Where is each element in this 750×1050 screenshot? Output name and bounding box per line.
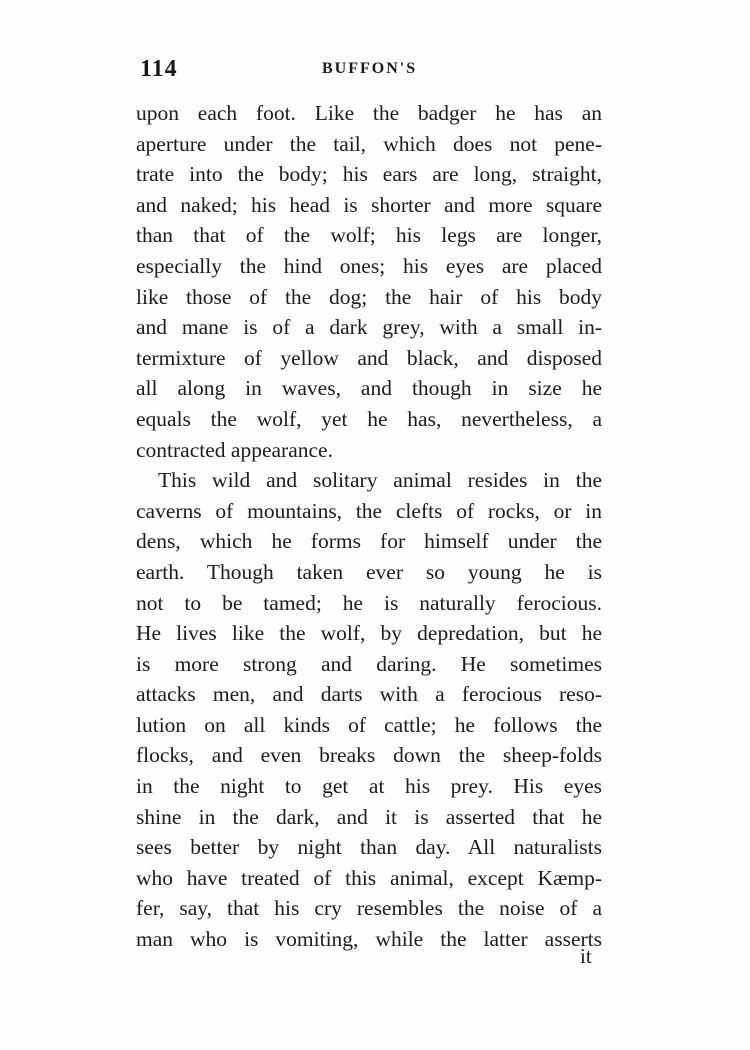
text-line: fer, say, that his cry resembles the noise of a [136,896,602,921]
text-line: upon each foot. Like the badger he has an [136,101,602,125]
text-line: especially the hind ones; his eyes are placed [136,253,602,278]
text-line: dens, which he forms for himself under the [136,529,602,554]
text-line: lution on all kinds of cattle; he follows the [136,712,602,737]
text-line: sees better by night than day. All naturalists [136,835,602,860]
text-line: all along in waves, and though in size he [136,376,602,401]
text-line: man who is vomiting, while the latter asserts [136,927,602,952]
text-line: trate into the body; his ears are long, straight, [136,162,602,187]
text-line: like those of the dog; the hair of his body [136,284,602,309]
text-line: in the night to get at his prey. His eyes [136,774,602,799]
page-header [140,56,600,86]
text-line: attacks men, and darts with a ferocious reso- [136,682,602,707]
text-line: flocks, and even breaks down the sheep-folds [136,743,602,768]
text-line: shine in the dark, and it is asserted that he [136,804,602,829]
text-line: aperture under the tail, which does not pene- [136,131,602,156]
body-text [136,98,602,955]
paragraph-1 [136,98,602,465]
catchword: it [580,944,592,968]
text-line: equals the wolf, yet he has, nevertheless, a [136,406,602,431]
text-line: caverns of mountains, the clefts of rocks, or in [136,498,602,523]
text-line: is more strong and daring. He sometimes [136,651,602,676]
text-line: than that of the wolf; his legs are longer, [136,223,602,248]
text-line: not to be tamed; he is naturally ferocious. [136,590,602,615]
text-line: contracted appearance. [136,437,333,462]
text-line: termixture of yellow and black, and disposed [136,345,602,370]
text-line: who have treated of this animal, except Kæmp- [136,865,602,890]
paragraph-2 [136,465,602,955]
running-head: BUFFON'S [322,60,418,77]
page-number: 114 [140,56,178,82]
text-line: and mane is of a dark grey, with a small in- [136,315,602,340]
text-line: and naked; his head is shorter and more square [136,192,602,217]
text-line: earth. Though taken ever so young he is [136,559,602,584]
text-line: This wild and solitary animal resides in the [158,468,602,493]
text-line: He lives like the wolf, by depredation, but he [136,621,602,646]
